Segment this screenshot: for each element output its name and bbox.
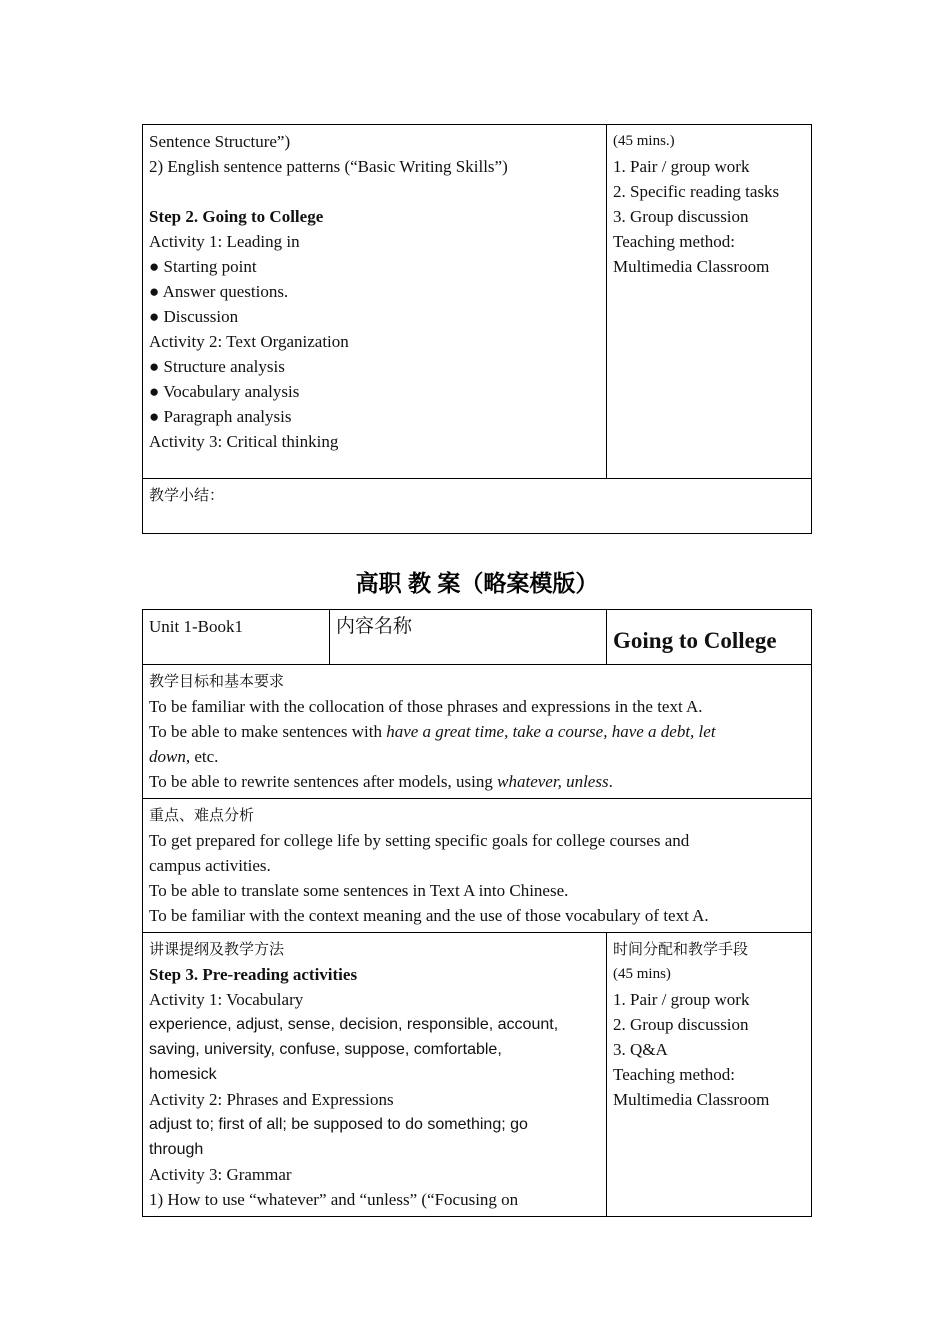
time-line: 2. Group discussion xyxy=(613,1015,749,1034)
top-outline-cell xyxy=(143,125,607,479)
key-points-label: 重点、难点分析 xyxy=(149,807,255,824)
time-line: Multimedia Classroom xyxy=(613,1090,770,1109)
time-line: Multimedia Classroom xyxy=(613,257,770,276)
blank-line xyxy=(149,179,600,204)
outline-label: 讲课提纲及教学方法 xyxy=(149,941,285,958)
unit-label: Unit 1-Book1 xyxy=(149,617,243,636)
key-point-line: To get prepared for college life by setting specific goals for college courses and xyxy=(149,831,690,850)
objective-text: , etc. xyxy=(185,747,219,766)
top-lesson-table xyxy=(142,124,812,534)
lesson-plan-table xyxy=(142,609,812,1217)
time-allocation-cell xyxy=(607,933,812,1217)
key-point-line: campus activities. xyxy=(149,856,271,875)
activity-heading: Activity 2: Phrases and Expressions xyxy=(149,1090,394,1109)
objective-text: To be able to rewrite sentences after models, using xyxy=(149,772,498,791)
phrase-line: adjust to; first of all; be supposed to do something; go xyxy=(149,1116,528,1133)
vocab-line: saving, university, confuse, suppose, comfortable, xyxy=(149,1041,502,1058)
grammar-line: 1) How to use “whatever” and “unless” (“Focusing on xyxy=(149,1190,519,1209)
outline-cell xyxy=(143,933,607,1217)
objective-phrases: have a great time, take a course, have a debt, let xyxy=(386,722,716,741)
time-line: 3. Group discussion xyxy=(613,207,749,226)
outline-line: ● Vocabulary analysis xyxy=(149,382,300,401)
vocab-line: homesick xyxy=(149,1066,217,1083)
time-line: 2. Specific reading tasks xyxy=(613,182,780,201)
outline-line: ● Structure analysis xyxy=(149,357,285,376)
outline-line: ● Answer questions. xyxy=(149,282,289,301)
duration-label: (45 mins) xyxy=(613,966,671,982)
objective-line: To be familiar with the collocation of those phrases and expressions in the text A. xyxy=(149,697,703,716)
vocab-line: experience, adjust, sense, decision, responsible, account, xyxy=(149,1016,559,1033)
objective-line xyxy=(149,719,805,744)
summary-cell xyxy=(143,479,812,534)
duration-label: (45 mins.) xyxy=(613,133,675,149)
time-line: 1. Pair / group work xyxy=(613,157,750,176)
step-heading: Step 2. Going to College xyxy=(149,207,324,226)
content-name-cell xyxy=(330,610,607,665)
outline-line: Activity 1: Leading in xyxy=(149,232,300,251)
objective-text: . xyxy=(608,772,613,791)
time-line: Teaching method: xyxy=(613,1065,736,1084)
summary-label: 教学小结： xyxy=(149,487,225,504)
outline-line: 2) English sentence patterns (“Basic Writing Skills”) xyxy=(149,157,508,176)
outline-line: ● Starting point xyxy=(149,257,257,276)
key-points-cell xyxy=(143,799,812,933)
objective-phrases: down xyxy=(149,747,186,766)
time-line: 3. Q&A xyxy=(613,1040,668,1059)
objective-line xyxy=(149,744,805,769)
time-allocation-label: 时间分配和教学手段 xyxy=(613,941,749,958)
outline-line: ● Paragraph analysis xyxy=(149,407,292,426)
activity-heading: Activity 3: Grammar xyxy=(149,1165,292,1184)
activity-heading: Activity 1: Vocabulary xyxy=(149,990,304,1009)
objective-line xyxy=(149,769,805,794)
time-line: 1. Pair / group work xyxy=(613,990,750,1009)
top-time-cell xyxy=(607,125,812,479)
unit-cell xyxy=(143,610,330,665)
outline-line: ● Discussion xyxy=(149,307,239,326)
step-heading: Step 3. Pre-reading activities xyxy=(149,965,358,984)
objectives-cell xyxy=(143,665,812,799)
phrase-line: through xyxy=(149,1141,204,1158)
objective-text: To be able to make sentences with xyxy=(149,722,387,741)
objective-phrases: whatever, unless xyxy=(497,772,609,791)
content-value-cell xyxy=(607,610,812,665)
key-point-line: To be able to translate some sentences in Text A into Chinese. xyxy=(149,881,569,900)
page-title: 高职 教 案（略案模版） xyxy=(355,570,599,596)
content-name-label: 内容名称 xyxy=(336,616,413,637)
objectives-label: 教学目标和基本要求 xyxy=(149,673,285,690)
outline-line: Activity 3: Critical thinking xyxy=(149,432,339,451)
key-point-line: To be familiar with the context meaning and the use of those vocabulary of text A. xyxy=(149,906,709,925)
lesson-title: Going to College xyxy=(613,628,777,653)
outline-line: Activity 2: Text Organization xyxy=(149,332,349,351)
outline-line: Sentence Structure”) xyxy=(149,132,291,151)
time-line: Teaching method: xyxy=(613,232,736,251)
